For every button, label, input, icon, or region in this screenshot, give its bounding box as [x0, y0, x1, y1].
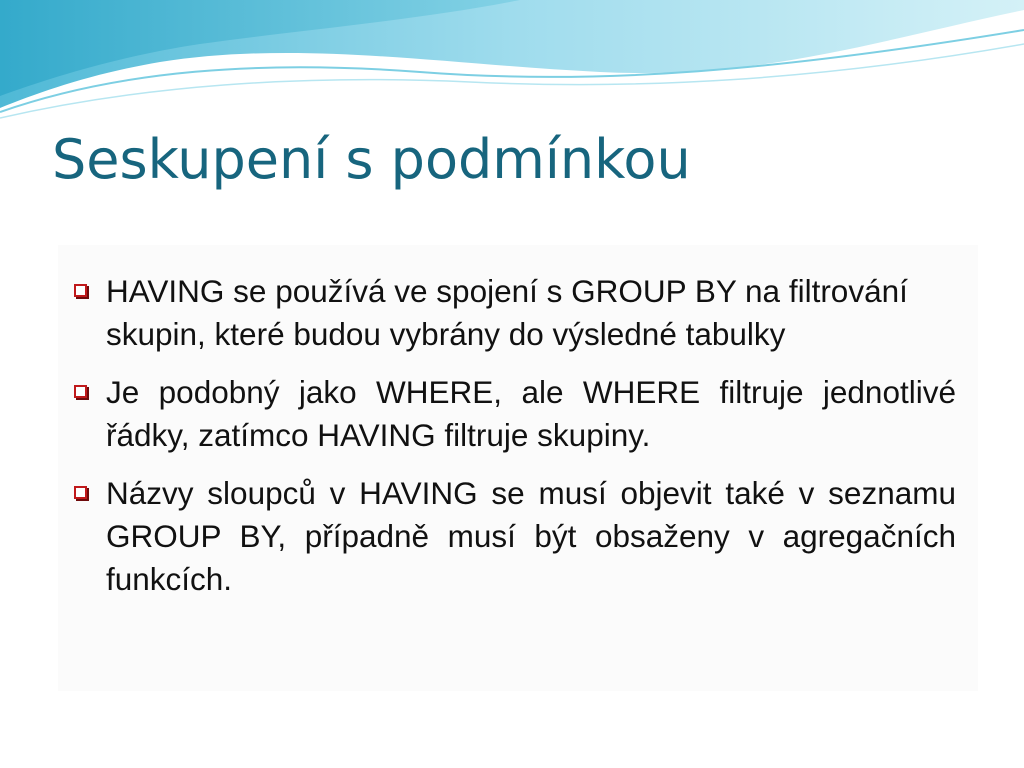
bullet-text: Názvy sloupců v HAVING se musí objevit také v seznamu GROUP BY, případně musí být obsaženy v agregačních funkcích.	[106, 475, 956, 597]
bullet-item	[72, 472, 956, 601]
square-bullet-icon	[74, 284, 87, 297]
bullet-list	[72, 270, 956, 616]
square-bullet-icon	[74, 486, 87, 499]
bullet-item	[72, 371, 956, 457]
bullet-item	[72, 270, 956, 356]
header-wave-decoration	[0, 0, 1024, 130]
bullet-text: Je podobný jako WHERE, ale WHERE filtruje jednotlivé řádky, zatímco HAVING filtruje skupiny.	[106, 374, 956, 453]
square-bullet-icon	[74, 385, 87, 398]
bullet-text: HAVING se používá ve spojení s GROUP BY na filtrování skupin, které budou vybrány do výsledné tabulky	[106, 273, 908, 352]
slide-title: Seskupení s podmínkou	[52, 128, 691, 191]
